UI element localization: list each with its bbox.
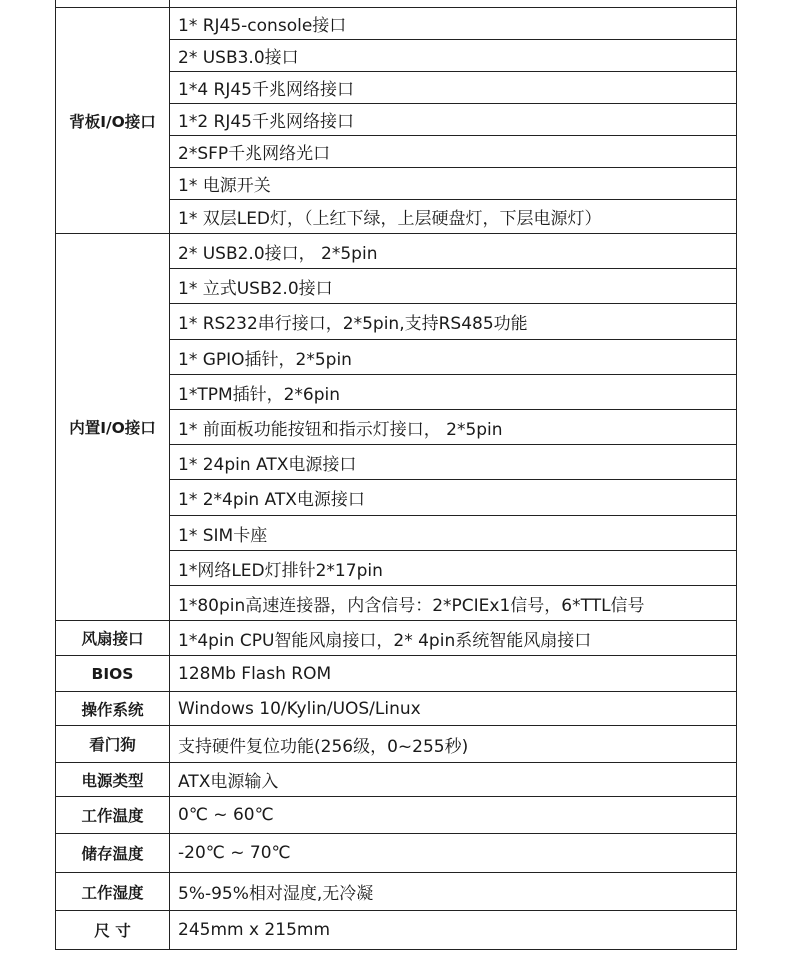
top-edge-label-cell [56, 0, 170, 8]
spec-value: 1* 立式USB2.0接口 [170, 269, 737, 304]
spec-value: 2* USB2.0接口， 2*5pin [170, 234, 737, 269]
spec-label: 背板I/O接口 [56, 8, 170, 234]
spec-value: 1*2 RJ45千兆网络接口 [170, 104, 737, 136]
spec-label: 工作湿度 [56, 873, 170, 911]
spec-value: 1* RS232串行接口，2*5pin,支持RS485功能 [170, 304, 737, 340]
spec-label: BIOS [56, 656, 170, 692]
spec-row [56, 234, 737, 269]
spec-row [56, 797, 737, 834]
spec-value: 5%-95%相对湿度,无冷凝 [170, 873, 737, 911]
spec-value: 1* 2*4pin ATX电源接口 [170, 480, 737, 516]
spec-label: 看门狗 [56, 726, 170, 763]
spec-label: 电源类型 [56, 763, 170, 797]
spec-value: 1* RJ45-console接口 [170, 8, 737, 40]
table-top-edge-row [56, 0, 737, 8]
spec-value: 1*80pin高速连接器，内含信号：2*PCIEx1信号，6*TTL信号 [170, 586, 737, 621]
spec-row [56, 873, 737, 911]
spec-value: -20℃ ~ 70℃ [170, 834, 737, 873]
spec-label: 尺 寸 [56, 911, 170, 950]
spec-table [55, 0, 737, 950]
spec-label: 内置I/O接口 [56, 234, 170, 621]
spec-row [56, 834, 737, 873]
spec-value: 2* USB3.0接口 [170, 40, 737, 72]
spec-label: 操作系统 [56, 692, 170, 726]
spec-label: 储存温度 [56, 834, 170, 873]
spec-row [56, 911, 737, 950]
spec-row [56, 656, 737, 692]
spec-value: 1*TPM插针，2*6pin [170, 375, 737, 410]
spec-value: 1* 电源开关 [170, 168, 737, 200]
spec-row [56, 621, 737, 656]
top-edge-value-cell [170, 0, 737, 8]
spec-table-body [56, 0, 737, 950]
spec-value: ATX电源输入 [170, 763, 737, 797]
spec-value: 1*网络LED灯排针2*17pin [170, 551, 737, 586]
spec-value: 128Mb Flash ROM [170, 656, 737, 692]
spec-value: 1*4 RJ45千兆网络接口 [170, 72, 737, 104]
spec-row [56, 726, 737, 763]
spec-value: 1* 前面板功能按钮和指示灯接口， 2*5pin [170, 410, 737, 445]
spec-label: 工作温度 [56, 797, 170, 834]
spec-value: 245mm x 215mm [170, 911, 737, 950]
spec-value: 支持硬件复位功能(256级，0~255秒) [170, 726, 737, 763]
spec-value: Windows 10/Kylin/UOS/Linux [170, 692, 737, 726]
spec-value: 1* GPIO插针，2*5pin [170, 340, 737, 375]
spec-value: 1* SIM卡座 [170, 516, 737, 551]
spec-value: 1* 双层LED灯，（上红下绿，上层硬盘灯，下层电源灯） [170, 200, 737, 234]
spec-row [56, 692, 737, 726]
spec-value: 1*4pin CPU智能风扇接口，2* 4pin系统智能风扇接口 [170, 621, 737, 656]
spec-value: 0℃ ~ 60℃ [170, 797, 737, 834]
spec-value: 1* 24pin ATX电源接口 [170, 445, 737, 480]
spec-row [56, 8, 737, 40]
spec-label: 风扇接口 [56, 621, 170, 656]
spec-row [56, 763, 737, 797]
spec-value: 2*SFP千兆网络光口 [170, 136, 737, 168]
